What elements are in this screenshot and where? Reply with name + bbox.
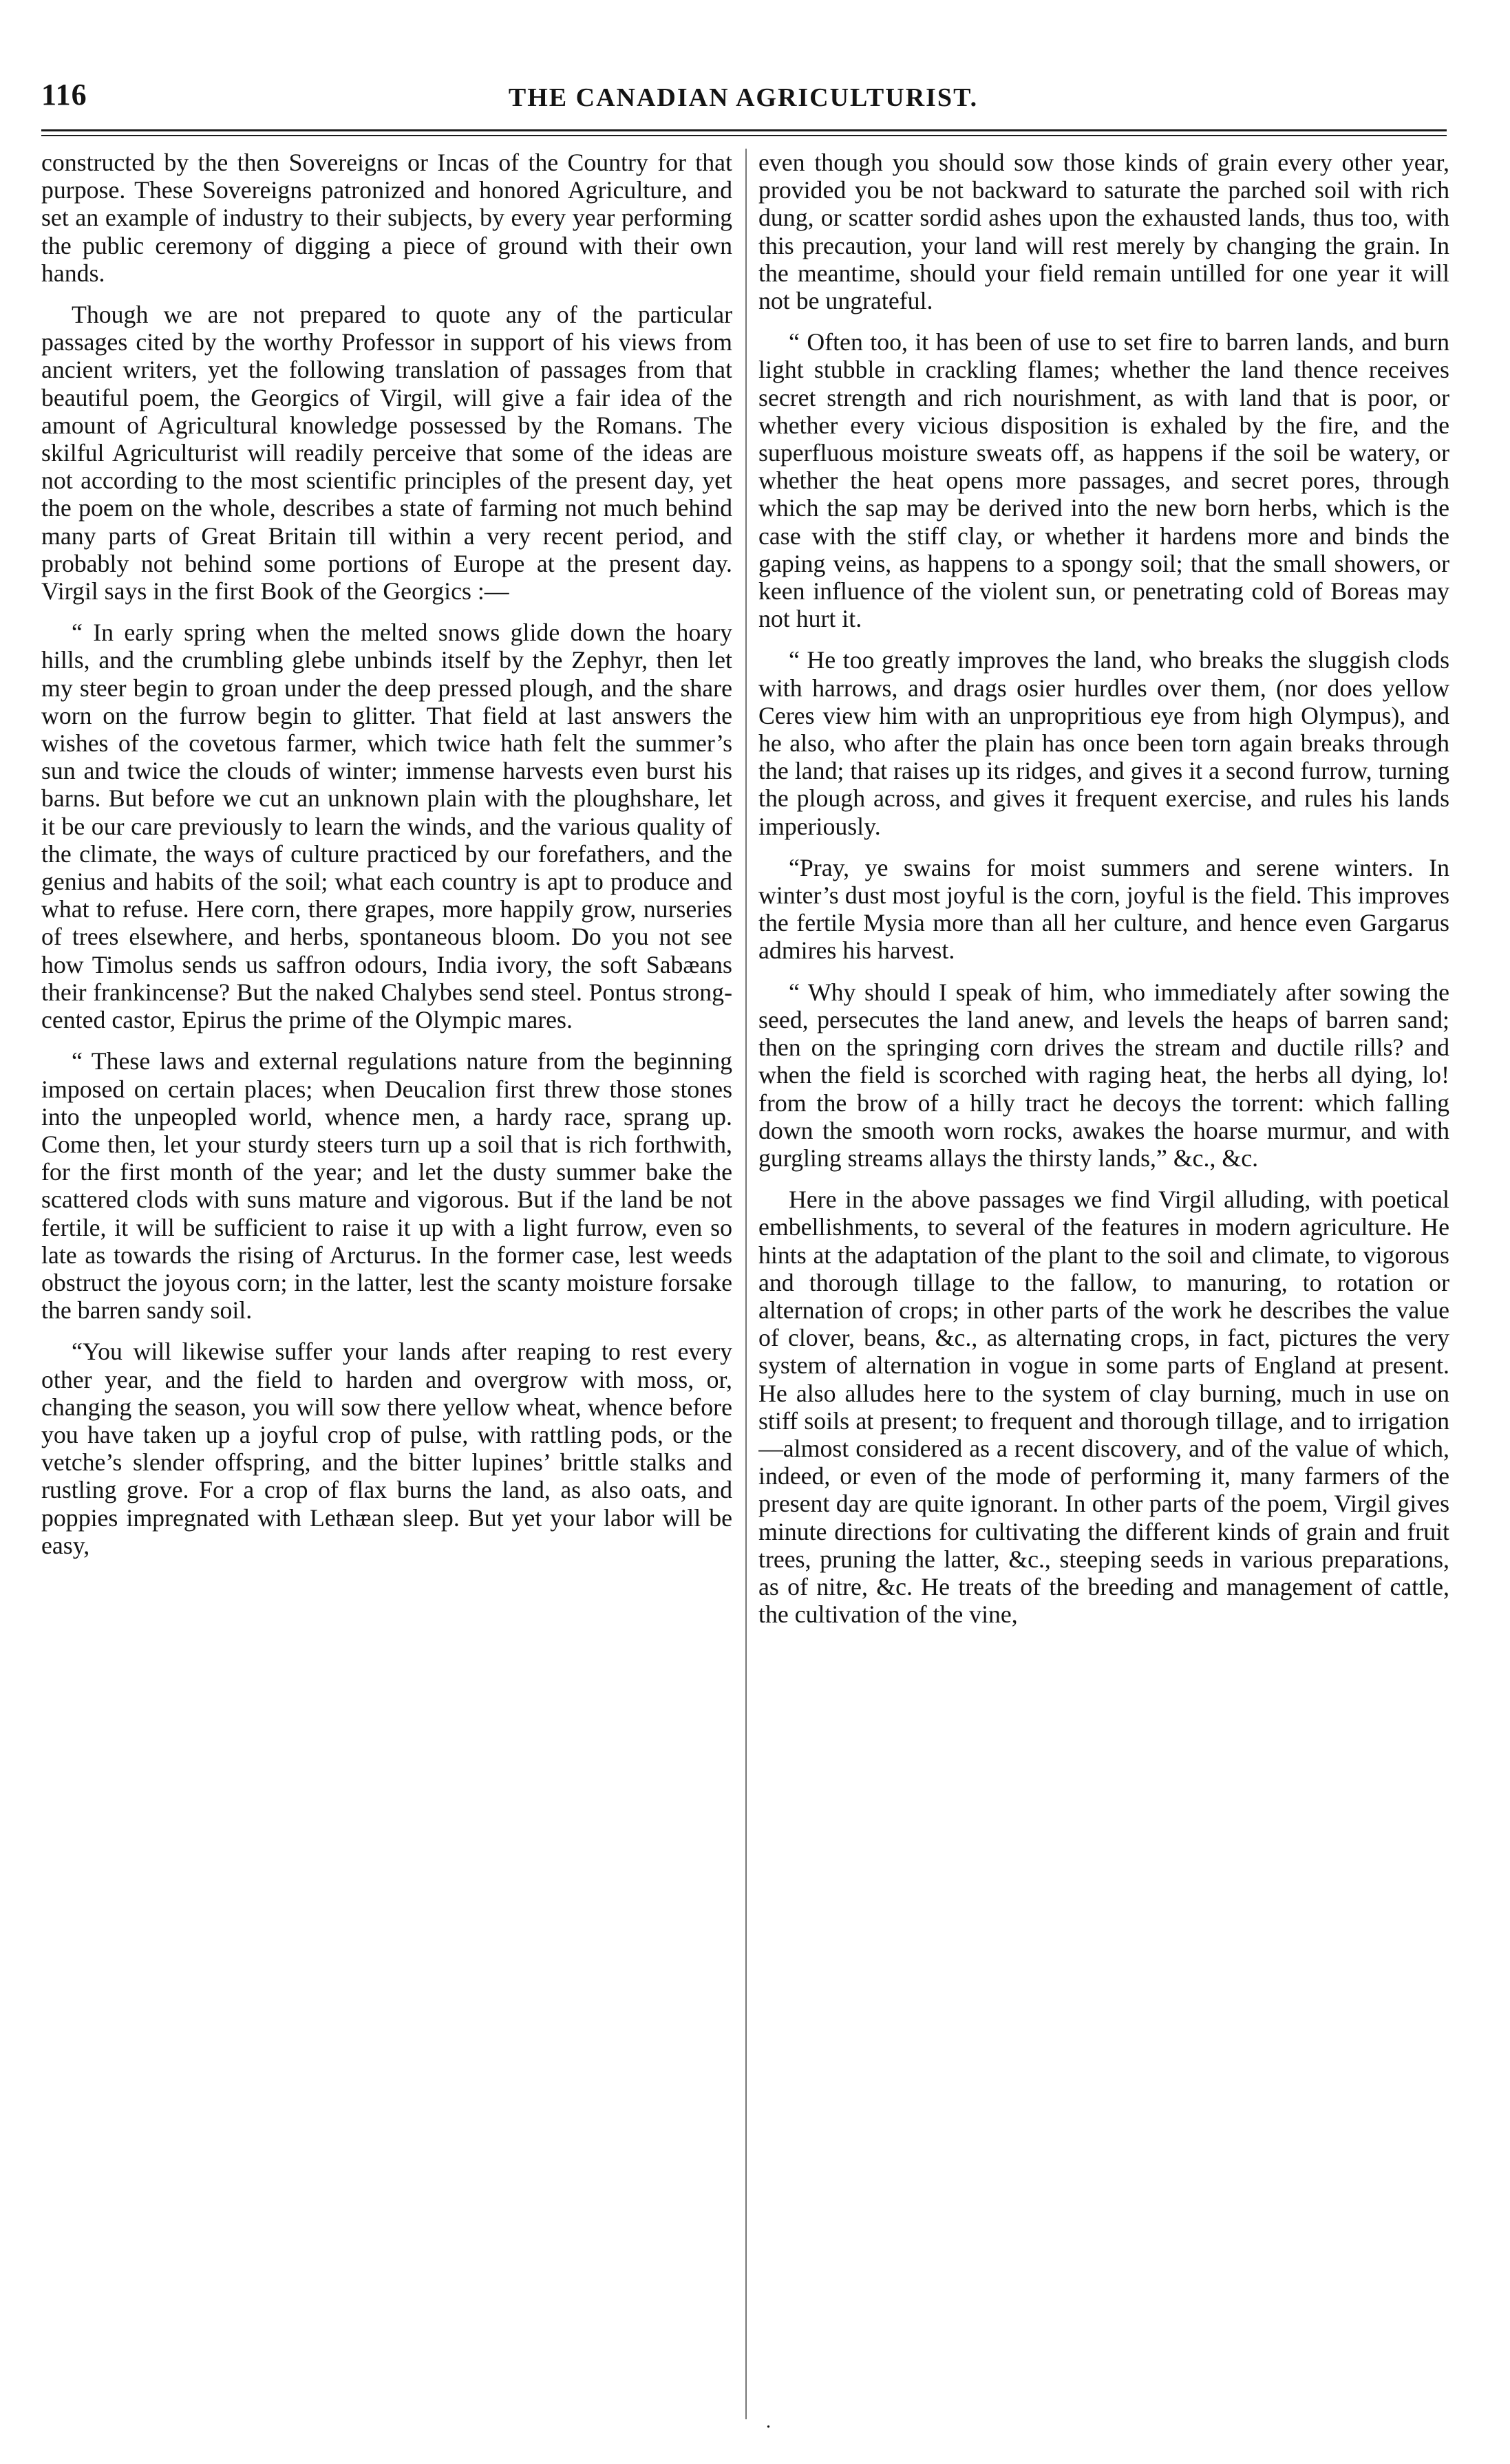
page-header <box>41 74 1445 129</box>
paragraph: “Pray, ye swains for moist summers and serene winters. In winter’s dust most joyful is the corn, joyful is the field. This improves the fertile Mysia more than all her culture, and hence even Gargarus admires his harvest. <box>758 853 1449 965</box>
paragraph: “You will likewise suffer your lands after reaping to rest every other year, and the field to harden and overgrow with moss, or, changing the season, you will sow there yellow wheat, whence before you have taken up a joyful crop of pulse, with rattling pods, or the vetche’s slender offspring, and the bitter lupines’ brittle stalks and rustling grove. For a crop of flax burns the land, as also oats, and poppies impregnated with Lethæan sleep. But yet your labor will be easy, <box>41 1338 732 1559</box>
header-rule-secondary <box>41 135 1447 136</box>
journal-title: THE CANADIAN AGRICULTURIST. <box>508 83 979 112</box>
header-rule <box>41 129 1447 131</box>
paragraph: “ Often too, it has been of use to set fire to barren lands, and burn light stubble in crackling flames; whether the land thence receives secret strength and rich nourishment, as with land that is poor, or whether every vicious disposition is exhaled by the fire, and the superfluous moisture sweats off, as happens if the soil be watery, or whether the heat opens more passages, and secret pores, through which the sap may be derived into the new born herbs, which is the case with the stiff clay, or whether it hardens more and binds the gaping veins, as happens to a spongy soil; that the small showers, or keen influence of the violent sun, or penetrating cold of Boreas may not hurt it. <box>758 328 1449 633</box>
footer-mark: . <box>766 2411 771 2432</box>
paragraph: constructed by the then Sovereigns or Incas of the Country for that purpose. These Sovereigns patronized and honored Agriculture, and set an example of industry to their subjects, by every year performing the public ceremony of digging a piece of ground with their own hands. <box>41 149 732 287</box>
paragraph: “ In early spring when the melted snows glide down the hoary hills, and the crumbling glebe unbinds itself by the Zephyr, then let my steer begin to groan under the deep pressed plough, and the share worn on the furrow begin to glitter. That field at last answers the wishes of the covetous farmer, which twice hath felt the summer’s sun and twice the clouds of winter; immense harvests even burst his barns. But before we cut an unknown plain with the ploughshare, let it be our care previously to learn the winds, and the various quality of the climate, the ways of culture practiced by our forefathers, and the genius and habits of the soil; what each country is apt to produce and what to refuse. Here corn, there grapes, more happily grow, nurseries of trees elsewhere, and herbs, spontaneous bloom. Do you not see how Timolus sends us saffron odours, India ivory, the soft Sabæans their frankincense? But the naked Chalybes send steel. Pontus strong-cented castor, Epirus the prime of the Olympic mares. <box>41 619 732 1034</box>
paragraph: Here in the above passages we find Virgil alluding, with poetical embellishments, to several of the features in modern agriculture. He hints at the adaptation of the plant to the soil and climate, to vigorous and thorough tillage to the fallow, to manuring, to rotation or alternation of crops; in other parts of the work he describes the value of clover, beans, &c., as alternating crops, in fact, pictures the very system of alternation in vogue in some parts of England at present. He also alludes here to the system of clay burning, much in use on stiff soils at present; to frequent and thorough tillage, and to irrigation—almost considered as a recent discovery, and of the value of which, indeed, or even of the mode of performing it, many farmers of the present day are quite ignorant. In other parts of the poem, Virgil gives minute directions for cultivating the different kinds of grain and fruit trees, pruning the latter, &c., steeping seeds in various preparations, as of nitre, &c. He treats of the breeding and management of cattle, the cultivation of the vine, <box>758 1186 1449 1629</box>
paragraph: “ He too greatly improves the land, who breaks the sluggish clods with harrows, and drags osier hurdles over them, (nor does yellow Ceres view him with an unpropritious eye from high Olympus), and he also, who after the plain has once been torn again breaks through the land; that raises up its ridges, and gives it a second furrow, turning the plough across, and gives it frequent exercise, and rules his lands imperiously. <box>758 646 1449 840</box>
column-divider <box>745 149 747 2419</box>
paragraph: “ Why should I speak of him, who immediately after sowing the seed, persecutes the land anew, and levels the heaps of barren sand; then on the springing corn drives the stream and ductile rills? and when the field is scorched with raging heat, the herbs all dying, lo! from the brow of a hilly tract he decoys the torrent: which falling down the smooth worn rocks, awakes the hoarse murmur, and with gurgling streams allays the thirsty lands,” &c., &c. <box>758 978 1449 1172</box>
paragraph: “ These laws and external regulations nature from the beginning imposed on certain places; when Deucalion first threw those stones into the unpeopled world, whence men, a hardy race, sprang up. Come then, let your sturdy steers turn up a soil that is rich forthwith, for the first month of the year; and let the dusty summer bake the scattered clods with suns mature and vigorous. But if the land be not fertile, it will be sufficient to raise it up with a light furrow, even so late as towards the rising of Arcturus. In the former case, lest weeds obstruct the joyous corn; in the latter, lest the scanty moisture forsake the barren sandy soil. <box>41 1047 732 1325</box>
paragraph: Though we are not prepared to quote any of the particular passages cited by the worthy Professor in support of his views from ancient writers, yet the following translation of passages from that beautiful poem, the Georgics of Virgil, will give a fair idea of the amount of Agricultural knowledge possessed by the Romans. The skilful Agriculturist will readily perceive that some of the ideas are not according to the most scientific principles of the present day, yet the poem on the whole, describes a state of farming not much behind many parts of Great Britain till within a very recent period, and probably not behind some portions of Europe at the present day. Virgil says in the first Book of the Georgics :— <box>41 301 732 606</box>
page-number: 116 <box>41 78 87 111</box>
right-column <box>758 149 1449 2433</box>
paragraph: even though you should sow those kinds of grain every other year, provided you be not backward to saturate the parched soil with rich dung, or scatter sordid ashes upon the exhausted lands, thus too, with this precaution, your land will rest merely by changing the grain. In the meantime, should your field remain untilled for one year it will not be ungrateful. <box>758 149 1449 315</box>
left-column <box>41 149 732 2433</box>
